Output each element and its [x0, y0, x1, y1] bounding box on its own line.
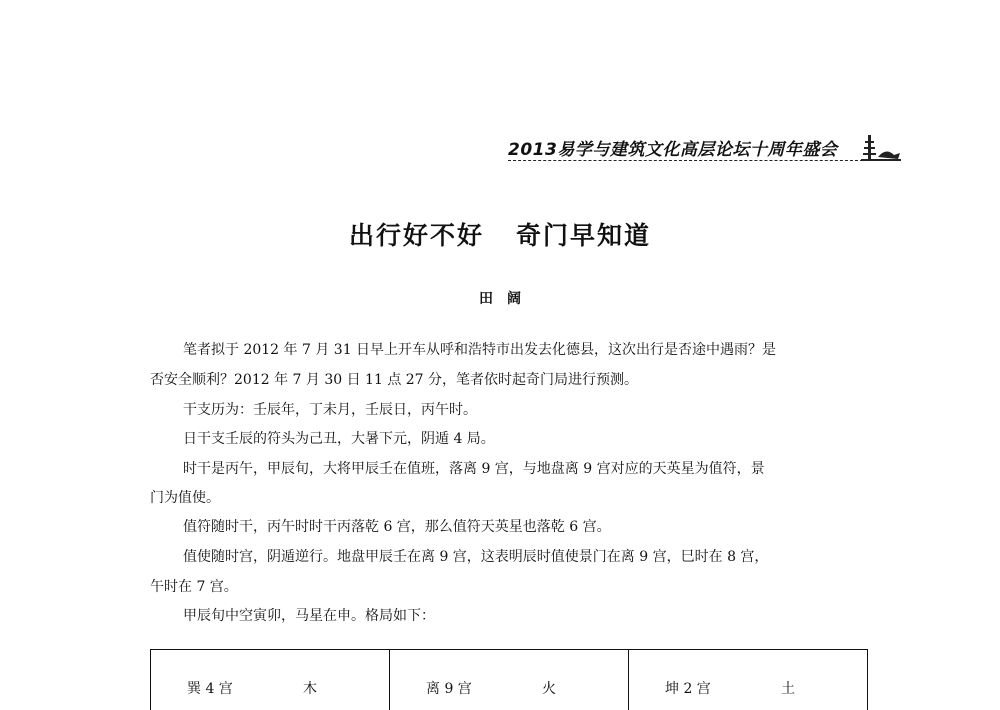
element-label: 土	[781, 681, 795, 697]
article-author: 田阔	[479, 291, 535, 307]
palace-label: 坤 2 宫	[665, 681, 711, 697]
table-cell-kun	[629, 650, 867, 710]
paragraph-line: 值使随时宫，阴遁逆行。地盘甲辰壬在离 9 宫，这表明辰时值使景门在离 9 宫，巳时在 8 宫，	[183, 549, 769, 565]
pagoda-logo-icon	[860, 131, 904, 167]
paragraph-line: 笔者拟于 2012 年 7 月 31 日早上开车从呼和浩特市出发去化德县，这次出行是否途中遇雨？是	[183, 342, 777, 358]
table-cell-xun	[151, 650, 390, 710]
paragraph-line: 甲辰旬中空寅卯，马星在申。格局如下：	[183, 608, 435, 624]
paragraph-line: 门为值使。	[150, 490, 220, 506]
article-title: 出行好不好 奇门早知道	[348, 221, 652, 250]
paragraph-line: 午时在 7 宫。	[150, 579, 238, 595]
element-label: 木	[303, 681, 317, 697]
paragraph-line: 时干是丙午，甲辰旬，大将甲辰壬在值班，落离 9 宫，与地盘离 9 宫对应的天英星为值符，景	[183, 461, 765, 477]
palace-label: 离 9 宫	[426, 681, 472, 697]
palace-label: 巽 4 宫	[187, 681, 233, 697]
paragraph-line: 否安全顺利？2012 年 7 月 30 日 11 点 27 分，笔者依时起奇门局进行预测。	[150, 372, 639, 388]
element-label: 火	[542, 681, 556, 697]
paragraph-line: 值符随时干，丙午时时干丙落乾 6 宫，那么值符天英星也落乾 6 宫。	[183, 519, 611, 535]
table-cell-li	[390, 650, 629, 710]
paragraph-line: 干支历为：壬辰年，丁未月，壬辰日，丙午时。	[183, 402, 477, 418]
running-title: 2013易学与建筑文化高层论坛十周年盛会	[508, 140, 838, 160]
paragraph-line: 日干支壬辰的符头为己丑，大暑下元，阴遁 4 局。	[183, 431, 495, 447]
header-dashed-rule	[508, 160, 863, 161]
running-header	[508, 131, 896, 163]
qimen-palace-table	[150, 649, 868, 710]
